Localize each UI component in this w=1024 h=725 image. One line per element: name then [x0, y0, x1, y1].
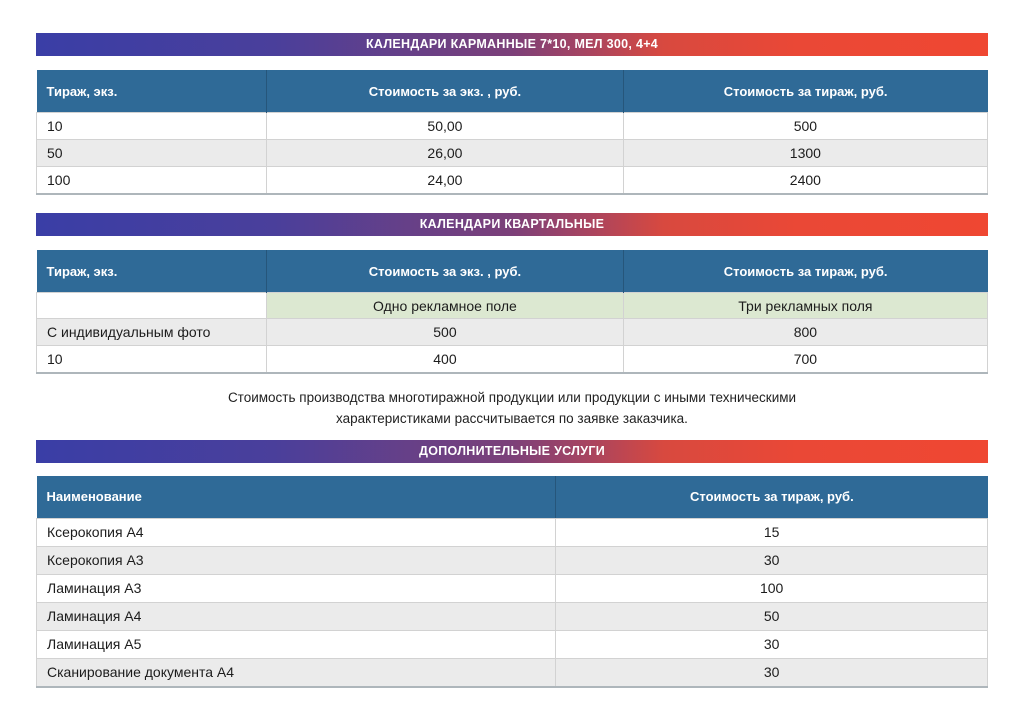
section-banner-quarterly-calendars: КАЛЕНДАРИ КВАРТАЛЬНЫЕ: [36, 213, 988, 236]
column-header-price-per-run: Стоимость за тираж, руб.: [623, 250, 987, 293]
table-header-row: [37, 70, 988, 113]
table-cell: 500: [623, 113, 987, 140]
table-cell: 26,00: [267, 140, 624, 167]
column-header-price-per-run: Стоимость за тираж, руб.: [556, 476, 988, 519]
table-cell: Ламинация А3: [37, 574, 556, 602]
pocket-calendars-table: [36, 70, 988, 195]
table-row: [37, 546, 988, 574]
table-cell: 700: [623, 346, 987, 374]
table-cell: Ламинация А5: [37, 630, 556, 658]
subheader-row: [37, 293, 988, 319]
subheader-cell-one-ad-field: Одно рекламное поле: [267, 293, 624, 319]
subheader-cell-three-ad-fields: Три рекламных поля: [623, 293, 987, 319]
table-cell: 50: [37, 140, 267, 167]
table-row: [37, 574, 988, 602]
table-row: [37, 518, 988, 546]
table-header-row: [37, 476, 988, 519]
table-cell: 15: [556, 518, 988, 546]
table-cell: 50,00: [267, 113, 624, 140]
table-cell: Ксерокопия А4: [37, 518, 556, 546]
table-cell: 500: [267, 319, 624, 346]
pricing-note: Стоимость производства многотиражной продукции или продукции с иными техническими характеристиками рассчитывается по заявке заказчика.: [227, 390, 797, 426]
table-cell: 100: [37, 167, 267, 195]
quarterly-calendars-table: [36, 250, 988, 374]
table-header-row: [37, 250, 988, 293]
blank-cell: [37, 293, 267, 319]
table-cell: 30: [556, 546, 988, 574]
column-header-price-per-item: Стоимость за экз. , руб.: [267, 250, 624, 293]
table-cell: 24,00: [267, 167, 624, 195]
section-banner-pocket-calendars: КАЛЕНДАРИ КАРМАННЫЕ 7*10, МЕЛ 300, 4+4: [36, 33, 988, 56]
table-cell: 2400: [623, 167, 987, 195]
table-row: [37, 658, 988, 687]
table-cell: 10: [37, 346, 267, 374]
table-row: [37, 140, 988, 167]
table-cell: Сканирование документа А4: [37, 658, 556, 687]
table-cell: Ксерокопия А3: [37, 546, 556, 574]
table-row: [37, 630, 988, 658]
column-header-tirazh: Тираж, экз.: [37, 70, 267, 113]
column-header-price-per-item: Стоимость за экз. , руб.: [267, 70, 624, 113]
table-cell: 800: [623, 319, 987, 346]
additional-services-table: [36, 476, 988, 688]
table-row: [37, 113, 988, 140]
table-cell: 1300: [623, 140, 987, 167]
table-cell: 50: [556, 602, 988, 630]
section-banner-additional-services: ДОПОЛНИТЕЛЬНЫЕ УСЛУГИ: [36, 440, 988, 463]
table-cell: 10: [37, 113, 267, 140]
table-cell: 30: [556, 658, 988, 687]
table-row: [37, 602, 988, 630]
table-cell: 400: [267, 346, 624, 374]
table-cell: Ламинация А4: [37, 602, 556, 630]
table-cell: 100: [556, 574, 988, 602]
table-row: [37, 346, 988, 374]
table-cell: 30: [556, 630, 988, 658]
column-header-name: Наименование: [37, 476, 556, 519]
table-row: [37, 167, 988, 195]
column-header-tirazh: Тираж, экз.: [37, 250, 267, 293]
table-cell: С индивидуальным фото: [37, 319, 267, 346]
table-row: [37, 319, 988, 346]
column-header-price-per-run: Стоимость за тираж, руб.: [623, 70, 987, 113]
